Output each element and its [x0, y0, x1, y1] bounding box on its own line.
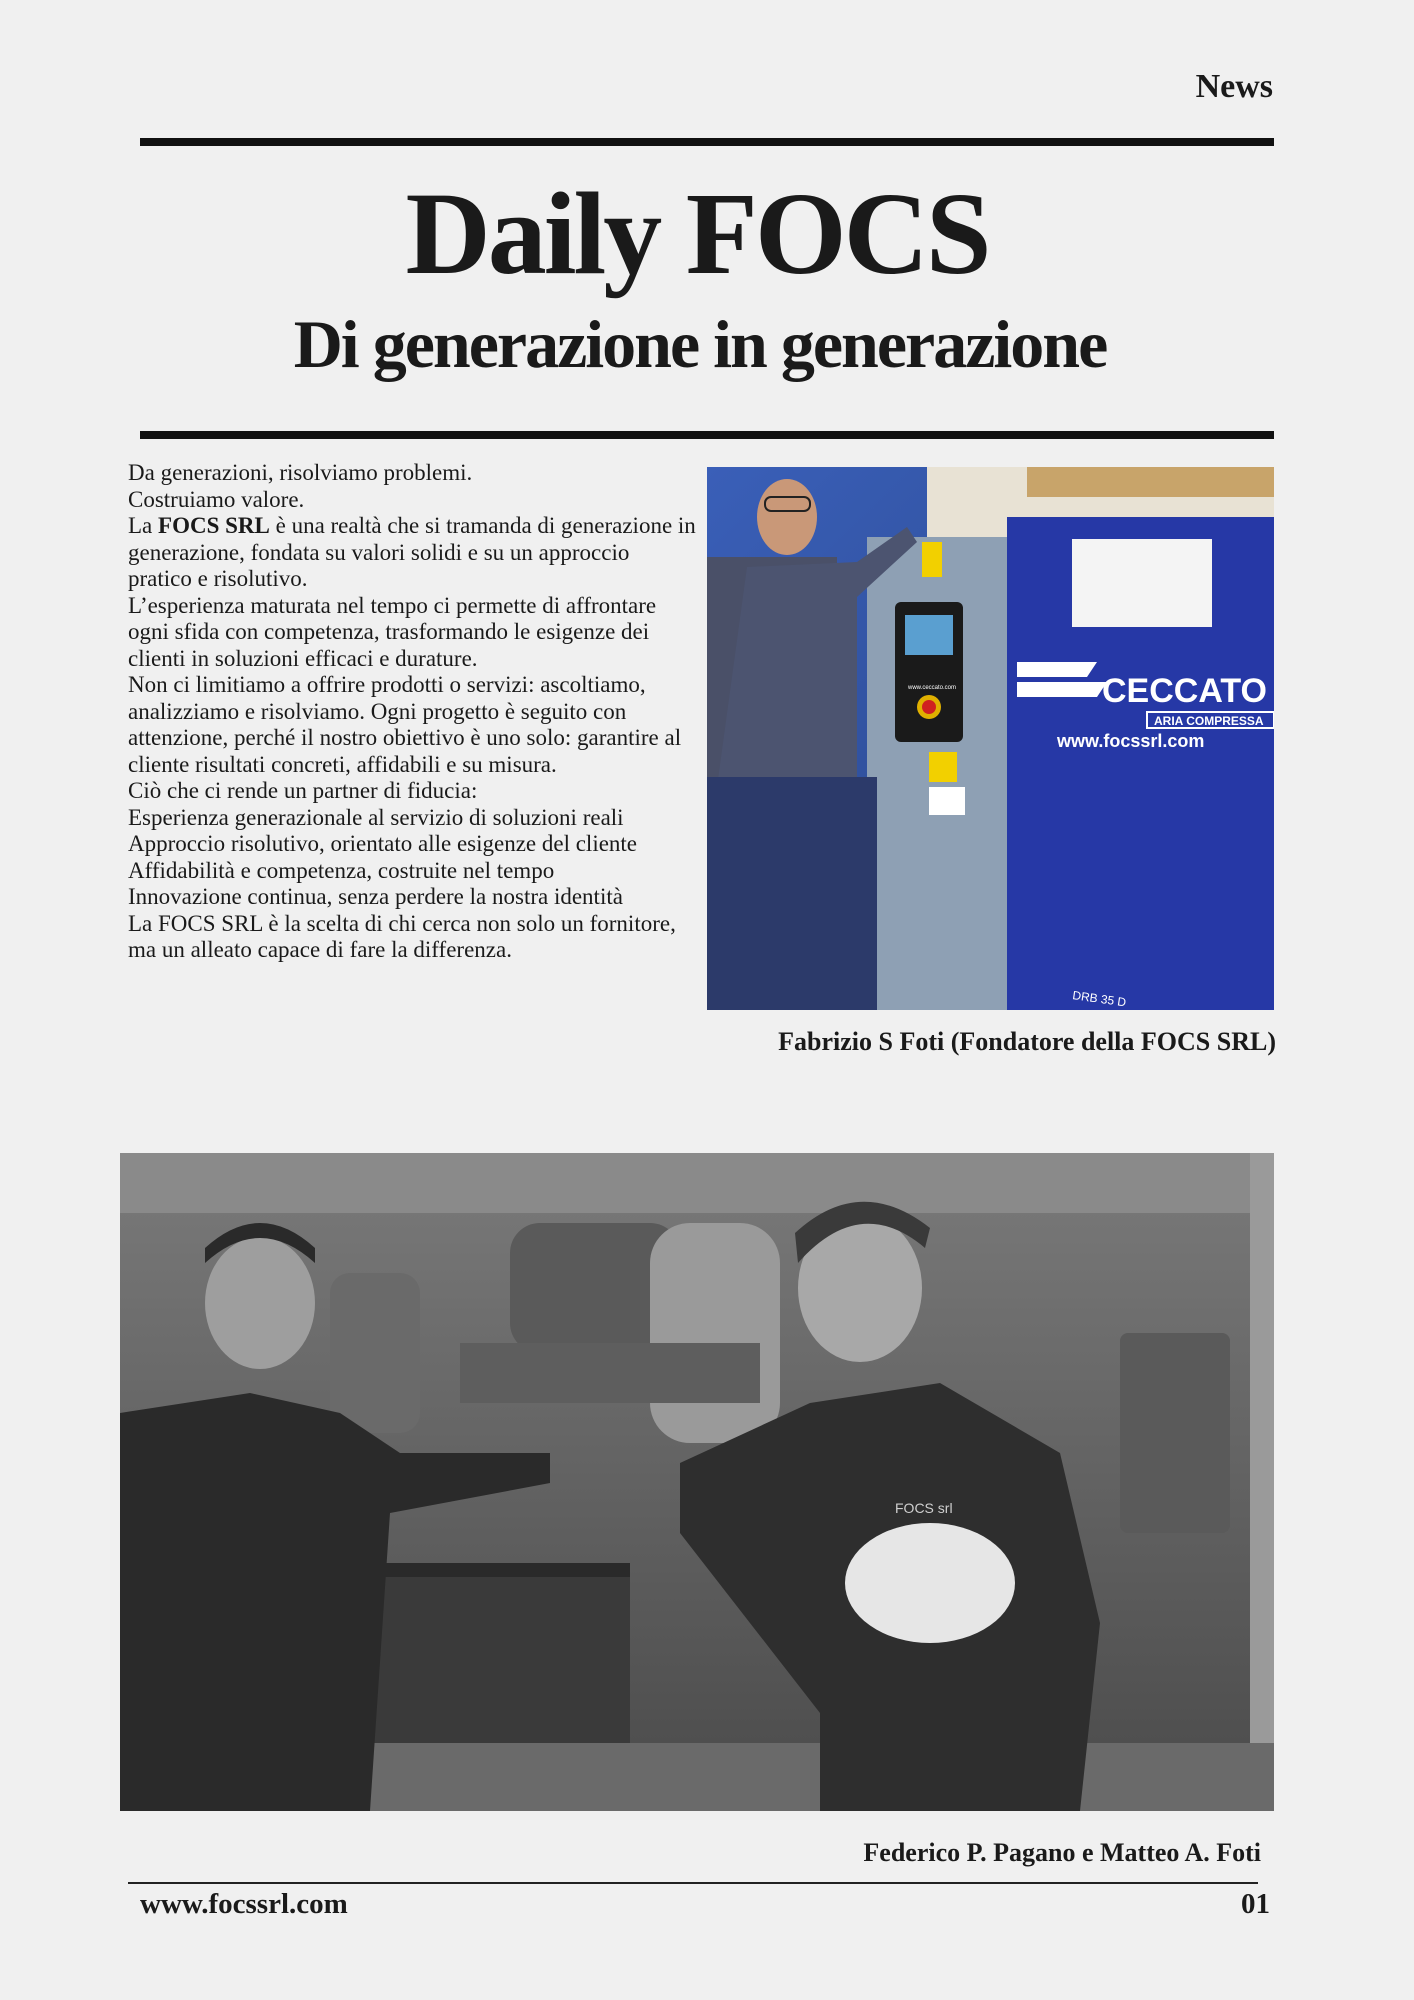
article-paragraph: [128, 513, 698, 593]
article-paragraph: Ciò che ci rende un partner di fiducia:: [128, 778, 478, 803]
photo-caption: Fabrizio S Foti (Fondatore della FOCS SRL): [778, 1027, 1276, 1056]
panel-url-text: www.ceccato.com: [908, 685, 957, 691]
text-fragment: La: [128, 513, 159, 538]
section-label: News: [1195, 68, 1273, 105]
article-paragraph: Costruiamo valore.: [128, 486, 305, 512]
article-body: [128, 460, 698, 964]
masthead-title: Daily FOCS: [405, 168, 989, 299]
company-name: FOCS SRL: [158, 513, 270, 538]
list-item: Affidabilità e competenza, costruite nel tempo: [128, 857, 555, 883]
list-item: Approccio risolutivo, orientato alle esigenze del cliente: [128, 831, 638, 856]
founder-photo-illustration: [707, 467, 1274, 1010]
list-item: Esperienza generazionale al servizio di soluzioni reali: [128, 804, 624, 830]
model-label-text: DRB 35 D: [1071, 988, 1128, 1010]
top-rule: [140, 138, 1274, 146]
machine-url-text: www.focssrl.com: [1057, 731, 1205, 751]
brand-subtitle-text: ARIA COMPRESSA: [1154, 714, 1264, 728]
article-paragraph: La FOCS SRL è la scelta di chi cerca non solo un fornitore, ma un alleato capace di fare la differenza.: [128, 910, 676, 962]
page-number: 01: [1241, 1888, 1270, 1920]
masthead-subtitle: Di generazione in generazione: [293, 306, 1107, 382]
text-fragment: è una realtà che si tramanda di generazione in generazione, fondata su valori solidi e su un approccio pratico e risolutivo.: [128, 513, 696, 591]
footer-website: www.focssrl.com: [140, 1888, 348, 1920]
brand-logo-text: CECCATO: [1102, 672, 1267, 710]
footer-rule: [128, 1882, 1258, 1884]
shirt-logo-text: FOCS srl: [895, 1500, 953, 1516]
technicians-photo-illustration: [120, 1153, 1274, 1811]
article-paragraph: Da generazioni, risolviamo problemi.: [128, 460, 473, 485]
technicians-photo: [120, 1153, 1274, 1811]
photo-caption: Federico P. Pagano e Matteo A. Foti: [863, 1838, 1261, 1867]
article-paragraph: L’esperienza maturata nel tempo ci permette di affrontare ogni sfida con competenza, trasformando le esigenze dei clienti in soluzioni efficaci e durature.: [128, 592, 657, 671]
masthead-rule: [140, 431, 1274, 439]
list-item: Innovazione continua, senza perdere la nostra identità: [128, 884, 623, 909]
founder-photo: [707, 467, 1274, 1010]
article-paragraph: Non ci limitiamo a offrire prodotti o servizi: ascoltiamo, analizziamo e risolviamo. Ogni progetto è seguito con attenzione, perché il nostro obiettivo è uno solo: garantire al cliente risultati concreti, affidabili e su misura.: [128, 672, 682, 777]
